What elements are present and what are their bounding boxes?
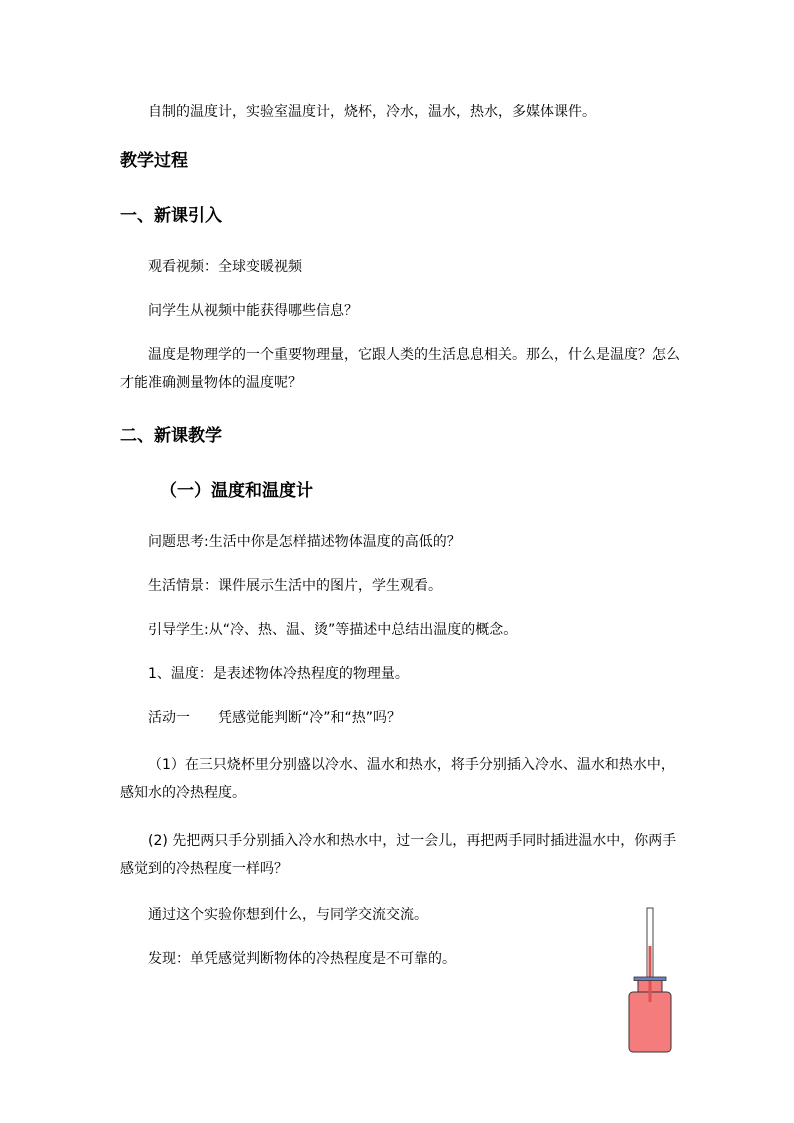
life-line: 生活情景：课件展示生活中的图片，学生观看。 [148,578,442,594]
think-line: 问题思考:生活中你是怎样描述物体温度的高低的？ [148,534,461,550]
materials-line: 自制的温度计，实验室温度计，烧杯，冷水，温水，热水，多媒体课件。 [148,104,596,120]
section2-heading: 二、新课教学 [120,426,222,446]
subsection-heading: （一）温度和温度计 [160,481,313,501]
communicate-line: 通过这个实验你想到什么，与同学交流交流。 [148,907,428,923]
teaching-process-heading: 教学过程 [120,151,188,171]
step2-paragraph: (2) 先把两只手分别插入冷水和热水中，过一会儿，再把两手同时插进温水中，你两手感觉到的冷热程度一样吗？ [120,833,677,877]
tube-inner [649,980,652,1002]
video-line: 观看视频：全球变暖视频 [148,259,302,275]
section1-heading: 一、新课引入 [120,206,222,226]
intro-paragraph: 温度是物理学的一个重要物理量，它跟人类的生活息息相关。那么，什么是温度？怎么才能准确测量物体的温度呢？ [120,347,680,391]
question-line: 问学生从视频中能获得哪些信息？ [148,303,358,319]
homemade-thermometer-icon [620,906,680,1056]
guide-line: 引导学生:从“冷、热、温、烫”等描述中总结出温度的概念。 [148,622,518,638]
bottle-cap [634,977,666,981]
finding-line: 发现：单凭感觉判断物体的冷热程度是不可靠的。 [148,951,456,967]
definition-line: 1、温度：是表述物体冷热程度的物理量。 [148,666,409,682]
step1-paragraph: （1）在三只烧杯里分别盛以冷水、温水和热水，将手分别插入冷水、温水和热水中，感知水的冷热程度。 [120,757,675,801]
activity-line: 活动一 凭感觉能判断“冷”和“热”吗？ [148,710,402,726]
